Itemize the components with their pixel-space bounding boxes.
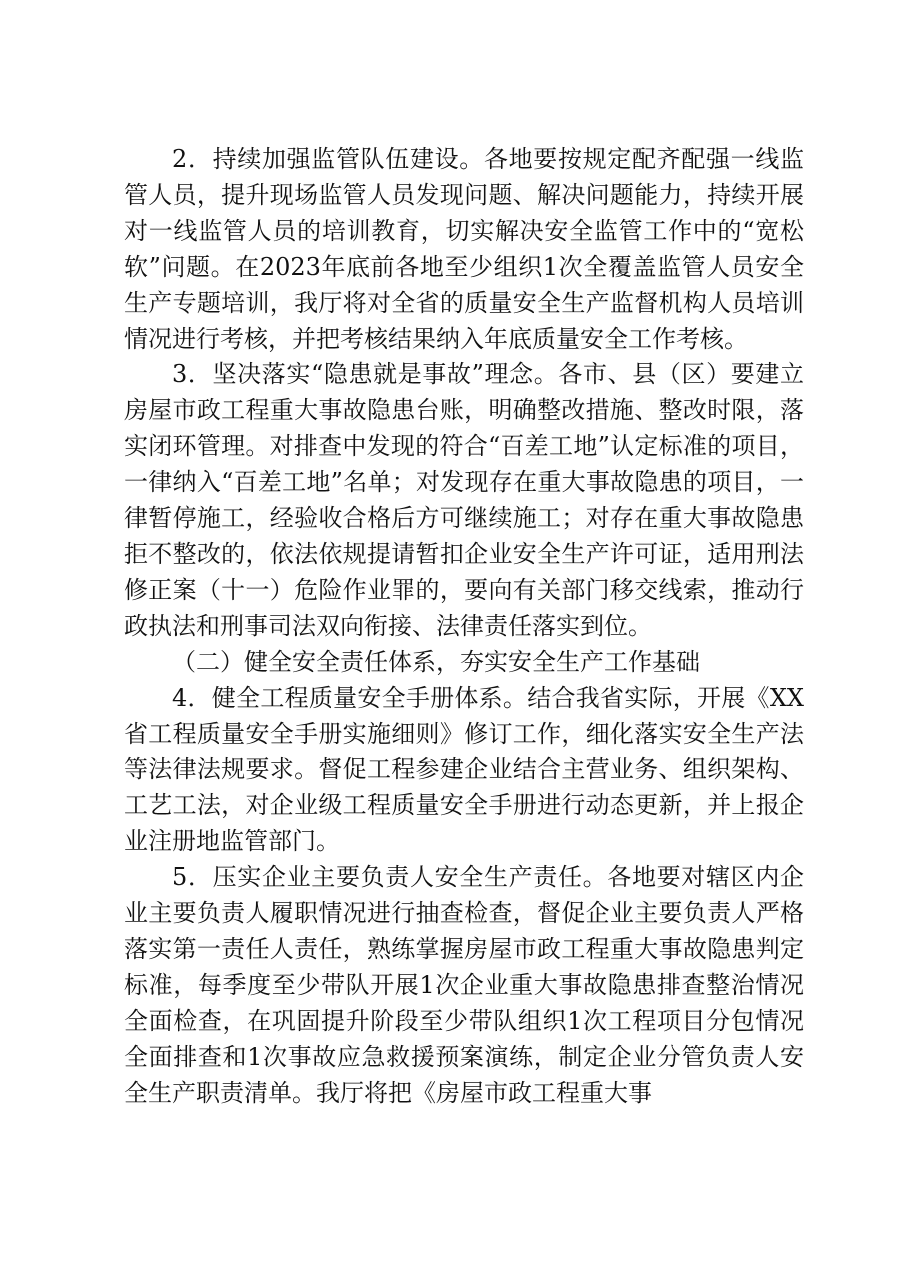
paragraph-item-2: 2．持续加强监管队伍建设。各地要按规定配齐配强一线监管人员，提升现场监管人员发现问题、解决问题能力，持续开展对一线监管人员的培训教育，切实解决安全监管工作中的“宽松软”问题。在2023年底前各地至少组织1次全覆盖监管人员安全生产专题培训，我厅将对全省的质量安全生产监督机构人员培训情况进行考核，并把考核结果纳入年底质量安全工作考核。 <box>124 145 804 353</box>
document-body <box>124 142 804 1111</box>
section-heading: （二）健全安全责任体系，夯实安全生产工作基础 <box>172 647 700 676</box>
paragraph-item-4: 4．健全工程质量安全手册体系。结合我省实际，开展《XX省工程质量安全手册实施细则》修订工作，细化落实安全生产法等法律法规要求。督促工程参建企业结合主营业务、组织架构、工艺工法，对企业级工程质量安全手册进行动态更新，并上报企业注册地监管部门。 <box>124 683 804 856</box>
paragraph-item-3: 3．坚决落实“隐患就是事故”理念。各市、县（区）要建立房屋市政工程重大事故隐患台账，明确整改措施、整改时限，落实闭环管理。对排查中发现的符合“百差工地”认定标准的项目，一律纳入“百差工地”名单；对发现存在重大事故隐患的项目，一律暂停施工，经验收合格后方可继续施工；对存在重大事故隐患拒不整改的，依法依规提请暂扣企业安全生产许可证，适用刑法修正案（十一）危险作业罪的，要向有关部门移交线索，推动行政执法和刑事司法双向衔接、法律责任落实到位。 <box>124 360 804 640</box>
paragraph-item-5: 5．压实企业主要负责人安全生产责任。各地要对辖区内企业主要负责人履职情况进行抽查检查，督促企业主要负责人严格落实第一责任人责任，熟练掌握房屋市政工程重大事故隐患判定标准，每季度至少带队开展1次企业重大事故隐患排查整治情况全面检查，在巩固提升阶段至少带队组织1次工程项目分包情况全面排查和1次事故应急救援预案演练，制定企业分管负责人安全生产职责清单。我厅将把《房屋市政工程重大事 <box>124 863 804 1107</box>
